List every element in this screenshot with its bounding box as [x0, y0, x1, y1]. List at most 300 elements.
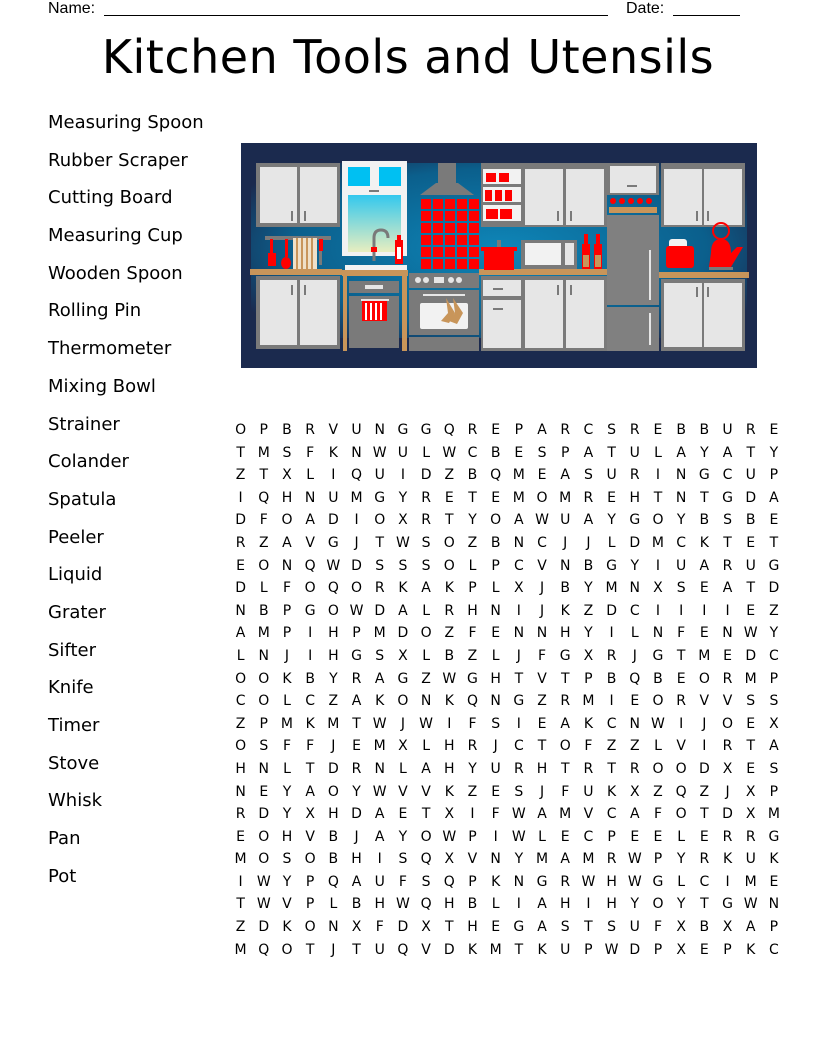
grid-cell[interactable]: O: [559, 738, 571, 755]
grid-cell[interactable]: F: [468, 625, 477, 642]
grid-cell[interactable]: H: [606, 896, 617, 913]
grid-cell[interactable]: H: [328, 806, 339, 823]
grid-cell[interactable]: E: [676, 670, 686, 687]
grid-cell[interactable]: K: [282, 670, 292, 687]
grid-cell[interactable]: U: [351, 422, 362, 438]
grid-cell[interactable]: Q: [258, 489, 270, 506]
grid-cell[interactable]: A: [699, 557, 710, 574]
grid-cell[interactable]: E: [491, 489, 501, 506]
grid-cell[interactable]: P: [769, 919, 779, 936]
grid-cell[interactable]: M: [605, 580, 618, 597]
grid-cell[interactable]: N: [235, 783, 246, 800]
grid-cell[interactable]: T: [236, 444, 245, 461]
grid-cell[interactable]: I: [400, 467, 405, 484]
grid-cell[interactable]: J: [632, 647, 637, 664]
grid-cell[interactable]: A: [560, 851, 570, 868]
grid-cell[interactable]: L: [468, 557, 477, 574]
grid-cell[interactable]: Z: [444, 467, 455, 484]
grid-cell[interactable]: P: [769, 670, 779, 687]
grid-cell[interactable]: X: [769, 715, 779, 732]
grid-cell[interactable]: O: [722, 715, 734, 732]
grid-cell[interactable]: S: [282, 851, 292, 868]
grid-cell[interactable]: H: [328, 647, 339, 664]
grid-cell[interactable]: H: [467, 919, 478, 936]
grid-cell[interactable]: Y: [769, 625, 779, 642]
grid-cell[interactable]: R: [305, 422, 316, 438]
grid-cell[interactable]: K: [722, 851, 733, 868]
grid-cell[interactable]: N: [328, 919, 339, 936]
grid-cell[interactable]: O: [327, 783, 339, 800]
grid-cell[interactable]: P: [282, 602, 292, 619]
grid-cell[interactable]: D: [374, 602, 386, 619]
grid-cell[interactable]: N: [722, 625, 733, 642]
grid-cell[interactable]: E: [699, 941, 709, 958]
grid-cell[interactable]: I: [516, 896, 521, 913]
grid-cell[interactable]: N: [652, 625, 664, 642]
grid-cell[interactable]: D: [768, 580, 780, 597]
grid-cell[interactable]: K: [444, 783, 454, 800]
grid-cell[interactable]: J: [516, 647, 521, 664]
grid-cell[interactable]: V: [421, 783, 431, 800]
grid-cell[interactable]: Y: [769, 444, 779, 461]
grid-cell[interactable]: A: [583, 444, 594, 461]
grid-cell[interactable]: Q: [490, 467, 502, 484]
grid-cell[interactable]: A: [537, 806, 547, 823]
grid-cell[interactable]: B: [699, 512, 710, 529]
grid-cell[interactable]: Y: [468, 512, 477, 529]
grid-cell[interactable]: W: [442, 444, 457, 461]
grid-cell[interactable]: Z: [421, 670, 431, 687]
grid-cell[interactable]: G: [722, 896, 733, 913]
grid-cell[interactable]: A: [374, 670, 385, 687]
grid-cell[interactable]: R: [722, 670, 733, 687]
grid-cell[interactable]: M: [559, 806, 572, 823]
grid-cell[interactable]: I: [470, 806, 475, 823]
grid-cell[interactable]: X: [583, 647, 594, 664]
grid-cell[interactable]: B: [305, 670, 315, 687]
grid-cell[interactable]: B: [699, 919, 710, 936]
grid-cell[interactable]: E: [537, 715, 547, 732]
grid-cell[interactable]: O: [258, 557, 270, 574]
grid-cell[interactable]: T: [537, 738, 547, 755]
grid-cell[interactable]: N: [281, 557, 293, 574]
grid-cell[interactable]: W: [651, 715, 665, 732]
grid-cell[interactable]: R: [583, 489, 594, 506]
grid-cell[interactable]: S: [491, 715, 501, 732]
grid-cell[interactable]: X: [676, 919, 686, 936]
grid-cell[interactable]: O: [420, 625, 432, 642]
grid-cell[interactable]: O: [235, 422, 247, 438]
grid-cell[interactable]: X: [444, 806, 455, 823]
grid-cell[interactable]: T: [584, 919, 593, 936]
grid-cell[interactable]: I: [586, 896, 591, 913]
grid-cell[interactable]: R: [699, 851, 710, 868]
grid-cell[interactable]: T: [560, 760, 570, 777]
grid-cell[interactable]: I: [238, 873, 243, 890]
grid-cell[interactable]: D: [420, 467, 432, 484]
grid-cell[interactable]: M: [489, 941, 502, 958]
grid-cell[interactable]: U: [397, 444, 409, 461]
grid-cell[interactable]: P: [305, 896, 315, 913]
grid-cell[interactable]: E: [723, 647, 732, 664]
grid-cell[interactable]: A: [421, 760, 431, 777]
grid-cell[interactable]: P: [491, 557, 500, 574]
grid-cell[interactable]: Q: [443, 873, 455, 890]
grid-cell[interactable]: O: [698, 670, 710, 687]
grid-cell[interactable]: H: [444, 738, 455, 755]
grid-cell[interactable]: Q: [304, 557, 316, 574]
grid-cell[interactable]: Q: [420, 851, 432, 868]
grid-cell[interactable]: G: [420, 422, 432, 438]
grid-cell[interactable]: F: [468, 715, 477, 732]
grid-cell[interactable]: A: [421, 580, 431, 597]
grid-cell[interactable]: U: [560, 941, 571, 958]
grid-cell[interactable]: J: [563, 534, 568, 551]
grid-cell[interactable]: E: [653, 422, 663, 438]
grid-cell[interactable]: G: [374, 489, 386, 506]
grid-cell[interactable]: E: [537, 467, 547, 484]
grid-cell[interactable]: G: [559, 647, 571, 664]
grid-cell[interactable]: Y: [607, 512, 616, 529]
grid-cell[interactable]: R: [235, 806, 246, 823]
grid-cell[interactable]: O: [675, 806, 687, 823]
grid-cell[interactable]: O: [374, 512, 386, 529]
grid-cell[interactable]: X: [653, 580, 663, 597]
grid-cell[interactable]: N: [536, 625, 548, 642]
grid-cell[interactable]: W: [627, 873, 642, 890]
grid-cell[interactable]: F: [259, 512, 268, 529]
grid-cell[interactable]: V: [722, 693, 733, 710]
grid-cell[interactable]: O: [652, 693, 664, 710]
grid-cell[interactable]: G: [768, 557, 780, 574]
grid-cell[interactable]: E: [769, 873, 779, 890]
grid-cell[interactable]: F: [653, 919, 662, 936]
grid-cell[interactable]: I: [238, 489, 243, 506]
grid-cell[interactable]: J: [354, 828, 359, 845]
grid-cell[interactable]: E: [259, 783, 269, 800]
grid-cell[interactable]: C: [676, 534, 687, 551]
grid-cell[interactable]: Y: [630, 896, 640, 913]
grid-cell[interactable]: E: [699, 580, 709, 597]
grid-cell[interactable]: N: [513, 625, 525, 642]
grid-cell[interactable]: K: [328, 444, 338, 461]
grid-cell[interactable]: A: [374, 806, 385, 823]
grid-cell[interactable]: O: [304, 851, 316, 868]
grid-cell[interactable]: C: [606, 806, 617, 823]
grid-cell[interactable]: N: [768, 896, 780, 913]
grid-cell[interactable]: O: [258, 693, 270, 710]
grid-cell[interactable]: X: [398, 738, 408, 755]
grid-cell[interactable]: L: [236, 647, 245, 664]
grid-cell[interactable]: B: [282, 422, 292, 438]
grid-cell[interactable]: H: [351, 851, 362, 868]
grid-cell[interactable]: N: [258, 647, 270, 664]
grid-cell[interactable]: L: [491, 580, 500, 597]
grid-cell[interactable]: S: [398, 851, 408, 868]
grid-cell[interactable]: R: [629, 760, 640, 777]
grid-cell[interactable]: C: [606, 715, 617, 732]
grid-cell[interactable]: F: [282, 580, 291, 597]
grid-cell[interactable]: C: [235, 693, 246, 710]
grid-cell[interactable]: E: [769, 512, 779, 529]
grid-cell[interactable]: F: [653, 806, 662, 823]
grid-cell[interactable]: H: [629, 489, 641, 506]
grid-cell[interactable]: I: [609, 693, 614, 710]
grid-cell[interactable]: O: [258, 851, 270, 868]
grid-cell[interactable]: U: [722, 422, 733, 438]
grid-cell[interactable]: K: [282, 919, 292, 936]
grid-cell[interactable]: R: [722, 557, 733, 574]
grid-cell[interactable]: N: [675, 467, 687, 484]
grid-cell[interactable]: B: [745, 512, 756, 529]
grid-cell[interactable]: A: [305, 512, 315, 529]
grid-cell[interactable]: B: [699, 422, 710, 438]
grid-cell[interactable]: H: [559, 896, 571, 913]
grid-cell[interactable]: H: [281, 828, 293, 845]
grid-cell[interactable]: R: [583, 760, 594, 777]
grid-cell[interactable]: A: [537, 896, 547, 913]
grid-cell[interactable]: V: [282, 896, 292, 913]
grid-cell[interactable]: N: [513, 873, 525, 890]
grid-cell[interactable]: X: [676, 941, 686, 958]
grid-cell[interactable]: R: [629, 422, 640, 438]
grid-cell[interactable]: I: [725, 873, 730, 890]
grid-cell[interactable]: X: [305, 806, 315, 823]
grid-cell[interactable]: J: [702, 715, 707, 732]
grid-cell[interactable]: O: [652, 760, 664, 777]
grid-cell[interactable]: R: [421, 512, 431, 529]
grid-cell[interactable]: B: [653, 670, 663, 687]
grid-cell[interactable]: M: [651, 534, 665, 551]
grid-cell[interactable]: S: [537, 444, 547, 461]
name-field[interactable]: [104, 15, 608, 16]
grid-cell[interactable]: A: [745, 919, 756, 936]
grid-cell[interactable]: H: [467, 602, 478, 619]
grid-cell[interactable]: S: [398, 557, 408, 574]
grid-cell[interactable]: W: [372, 783, 387, 800]
grid-cell[interactable]: P: [282, 625, 292, 642]
grid-cell[interactable]: E: [699, 625, 709, 642]
grid-cell[interactable]: U: [374, 467, 385, 484]
grid-cell[interactable]: J: [493, 738, 498, 755]
grid-cell[interactable]: Q: [397, 941, 409, 958]
grid-cell[interactable]: L: [329, 896, 338, 913]
grid-cell[interactable]: A: [769, 738, 779, 755]
grid-cell[interactable]: G: [397, 422, 409, 438]
grid-cell[interactable]: O: [536, 489, 548, 506]
grid-cell[interactable]: U: [560, 512, 571, 529]
grid-cell[interactable]: S: [421, 557, 431, 574]
grid-cell[interactable]: A: [722, 580, 733, 597]
grid-cell[interactable]: O: [351, 580, 363, 597]
grid-cell[interactable]: C: [513, 738, 524, 755]
grid-cell[interactable]: Z: [699, 783, 710, 800]
grid-cell[interactable]: O: [281, 512, 293, 529]
grid-cell[interactable]: M: [280, 715, 294, 732]
grid-cell[interactable]: R: [235, 534, 246, 551]
grid-cell[interactable]: G: [722, 489, 733, 506]
grid-cell[interactable]: W: [511, 828, 526, 845]
grid-cell[interactable]: G: [467, 670, 478, 687]
grid-cell[interactable]: P: [653, 941, 663, 958]
grid-cell[interactable]: E: [653, 828, 663, 845]
grid-cell[interactable]: Y: [584, 580, 593, 597]
grid-cell[interactable]: X: [629, 783, 640, 800]
grid-cell[interactable]: Z: [235, 467, 246, 484]
grid-cell[interactable]: P: [305, 873, 315, 890]
grid-cell[interactable]: E: [491, 625, 501, 642]
grid-cell[interactable]: N: [559, 557, 571, 574]
grid-cell[interactable]: C: [722, 467, 733, 484]
grid-cell[interactable]: I: [725, 602, 730, 619]
grid-cell[interactable]: L: [283, 693, 291, 710]
grid-cell[interactable]: U: [374, 873, 385, 890]
grid-cell[interactable]: S: [769, 693, 779, 710]
grid-cell[interactable]: B: [676, 422, 686, 438]
grid-cell[interactable]: I: [655, 467, 661, 484]
grid-cell[interactable]: G: [397, 670, 409, 687]
grid-cell[interactable]: A: [629, 806, 640, 823]
grid-cell[interactable]: H: [559, 625, 571, 642]
grid-cell[interactable]: Y: [398, 489, 408, 506]
grid-cell[interactable]: G: [629, 512, 641, 529]
grid-cell[interactable]: K: [375, 693, 385, 710]
grid-cell[interactable]: W: [372, 444, 387, 461]
grid-cell[interactable]: L: [538, 828, 546, 845]
grid-cell[interactable]: S: [560, 919, 570, 936]
grid-cell[interactable]: B: [467, 896, 478, 913]
grid-cell[interactable]: I: [377, 851, 382, 868]
grid-cell[interactable]: A: [282, 534, 292, 551]
grid-cell[interactable]: D: [698, 760, 710, 777]
grid-cell[interactable]: R: [629, 467, 640, 484]
grid-cell[interactable]: D: [235, 512, 246, 529]
grid-cell[interactable]: T: [560, 670, 570, 687]
grid-cell[interactable]: D: [351, 806, 362, 823]
grid-cell[interactable]: E: [746, 534, 756, 551]
grid-cell[interactable]: T: [259, 467, 269, 484]
grid-cell[interactable]: T: [676, 647, 686, 664]
grid-cell[interactable]: N: [258, 760, 270, 777]
grid-cell[interactable]: N: [675, 489, 687, 506]
grid-cell[interactable]: W: [535, 512, 549, 529]
grid-cell[interactable]: T: [607, 444, 616, 461]
grid-cell[interactable]: A: [235, 625, 246, 642]
grid-cell[interactable]: R: [606, 647, 617, 664]
grid-cell[interactable]: E: [630, 828, 640, 845]
grid-cell[interactable]: V: [398, 783, 408, 800]
grid-cell[interactable]: T: [746, 738, 755, 755]
grid-cell[interactable]: A: [537, 919, 547, 936]
grid-cell[interactable]: D: [397, 919, 409, 936]
grid-cell[interactable]: J: [586, 534, 591, 551]
grid-cell[interactable]: G: [698, 467, 710, 484]
grid-cell[interactable]: W: [395, 896, 410, 913]
grid-cell[interactable]: F: [282, 738, 291, 755]
grid-cell[interactable]: L: [491, 896, 500, 913]
grid-cell[interactable]: W: [395, 534, 410, 551]
grid-cell[interactable]: L: [306, 467, 315, 484]
grid-cell[interactable]: A: [583, 512, 594, 529]
grid-cell[interactable]: H: [606, 873, 617, 890]
grid-cell[interactable]: M: [582, 851, 595, 868]
grid-cell[interactable]: M: [535, 851, 549, 868]
grid-cell[interactable]: E: [746, 760, 756, 777]
grid-cell[interactable]: Y: [282, 873, 292, 890]
grid-cell[interactable]: K: [769, 851, 779, 868]
grid-cell[interactable]: Z: [769, 602, 779, 619]
grid-cell[interactable]: T: [769, 534, 779, 551]
grid-cell[interactable]: I: [702, 738, 707, 755]
grid-cell[interactable]: F: [306, 738, 315, 755]
grid-cell[interactable]: T: [305, 941, 315, 958]
grid-cell[interactable]: L: [422, 647, 430, 664]
grid-cell[interactable]: Y: [398, 828, 408, 845]
grid-cell[interactable]: Z: [583, 602, 594, 619]
grid-cell[interactable]: A: [560, 467, 570, 484]
grid-cell[interactable]: W: [581, 873, 596, 890]
grid-cell[interactable]: S: [375, 557, 385, 574]
grid-cell[interactable]: U: [606, 467, 617, 484]
grid-cell[interactable]: R: [745, 422, 756, 438]
grid-cell[interactable]: G: [652, 873, 664, 890]
grid-cell[interactable]: G: [351, 647, 362, 664]
grid-cell[interactable]: M: [512, 489, 525, 506]
grid-cell[interactable]: J: [539, 580, 545, 597]
grid-cell[interactable]: R: [467, 422, 478, 438]
grid-cell[interactable]: F: [375, 919, 384, 936]
grid-cell[interactable]: P: [468, 580, 477, 597]
grid-cell[interactable]: M: [767, 806, 780, 823]
grid-cell[interactable]: Y: [468, 760, 477, 777]
grid-cell[interactable]: W: [372, 715, 387, 732]
grid-cell[interactable]: H: [444, 760, 455, 777]
grid-cell[interactable]: B: [258, 602, 269, 619]
grid-cell[interactable]: C: [537, 534, 547, 551]
grid-cell[interactable]: E: [746, 602, 756, 619]
grid-cell[interactable]: I: [516, 602, 521, 619]
grid-cell[interactable]: A: [351, 873, 362, 890]
grid-cell[interactable]: Z: [606, 738, 617, 755]
grid-cell[interactable]: B: [444, 647, 455, 664]
grid-cell[interactable]: A: [374, 828, 385, 845]
grid-cell[interactable]: H: [328, 625, 339, 642]
grid-cell[interactable]: E: [746, 715, 756, 732]
grid-cell[interactable]: L: [654, 444, 662, 461]
grid-cell[interactable]: O: [304, 580, 316, 597]
grid-cell[interactable]: U: [745, 557, 756, 574]
grid-cell[interactable]: I: [655, 557, 661, 574]
grid-cell[interactable]: V: [305, 534, 315, 551]
grid-cell[interactable]: L: [677, 873, 686, 890]
grid-cell[interactable]: V: [537, 557, 547, 574]
grid-cell[interactable]: I: [702, 602, 707, 619]
grid-cell[interactable]: O: [304, 919, 316, 936]
grid-cell[interactable]: Z: [629, 738, 640, 755]
grid-cell[interactable]: A: [398, 602, 408, 619]
grid-cell[interactable]: W: [419, 715, 434, 732]
grid-cell[interactable]: S: [375, 647, 385, 664]
grid-cell[interactable]: A: [676, 444, 686, 461]
grid-cell[interactable]: O: [258, 670, 270, 687]
grid-cell[interactable]: O: [443, 534, 455, 551]
grid-cell[interactable]: N: [374, 760, 385, 777]
grid-cell[interactable]: D: [327, 512, 339, 529]
grid-cell[interactable]: D: [629, 941, 641, 958]
grid-cell[interactable]: Z: [467, 534, 478, 551]
grid-cell[interactable]: S: [514, 783, 524, 800]
grid-cell[interactable]: F: [677, 625, 686, 642]
